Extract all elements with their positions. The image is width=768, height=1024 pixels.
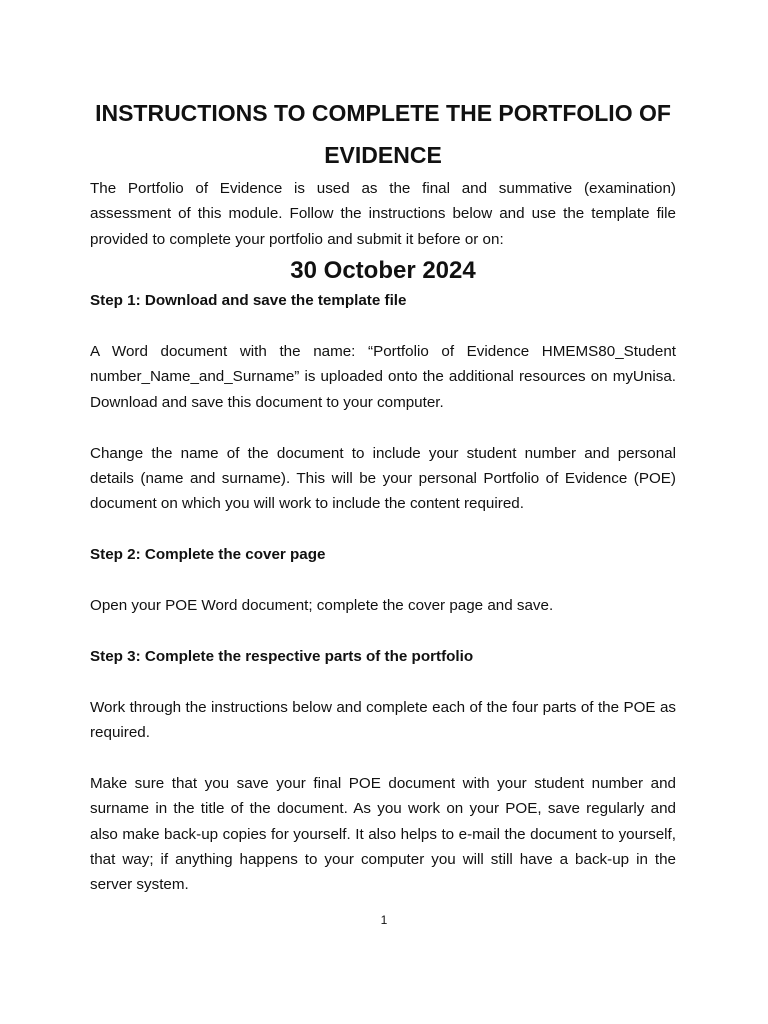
document-page: [90, 92, 676, 898]
spacer: [90, 745, 676, 770]
step-2-heading: Step 2: Complete the cover page: [90, 546, 326, 564]
step-1-paragraph-2: Change the name of the document to include your student number and personal details (name and surname). This will be your personal Portfolio of Evidence (POE) document on which you will work to include the content required.: [90, 444, 676, 513]
spacer: [90, 314, 676, 339]
due-date: 30 October 2024: [290, 257, 476, 285]
spacer: [90, 415, 676, 440]
step-3-heading: Step 3: Complete the respective parts of the portfolio: [90, 647, 474, 665]
spacer: [90, 669, 676, 694]
step-1-paragraph-1: A Word document with the name: “Portfolio of Evidence HMEMS80_Student number_Name_and_Surname” is uploaded onto the additional resources on myUnisa. Download and save this document to your computer.: [90, 343, 676, 411]
step-3-paragraph-1: Work through the instructions below and complete each of the four parts of the POE as required.: [90, 698, 676, 742]
intro-paragraph: The Portfolio of Evidence is used as the final and summative (examination) assessment of this module. Follow the instructions below and use the template file provided to complete your portfolio and submit it before or on:: [90, 180, 676, 248]
page-number: 1: [380, 913, 388, 927]
spacer: [90, 517, 676, 542]
spacer: [90, 618, 676, 643]
step-3-paragraph-2: Make sure that you save your final POE document with your student number and surname in the title of the document. As you work on your POE, save regularly and also make back-up copies for yourself. It also helps to e-mail the document to yourself, that way; if anything happens to your computer you will still have a back-up in the server system.: [90, 774, 676, 894]
spacer: [90, 568, 676, 593]
step-2-paragraph: Open your POE Word document; complete the cover page and save.: [90, 597, 554, 615]
document-title: INSTRUCTIONS TO COMPLETE THE PORTFOLIO OF EVIDENCE: [95, 100, 671, 168]
step-1-heading: Step 1: Download and save the template file: [90, 292, 407, 310]
